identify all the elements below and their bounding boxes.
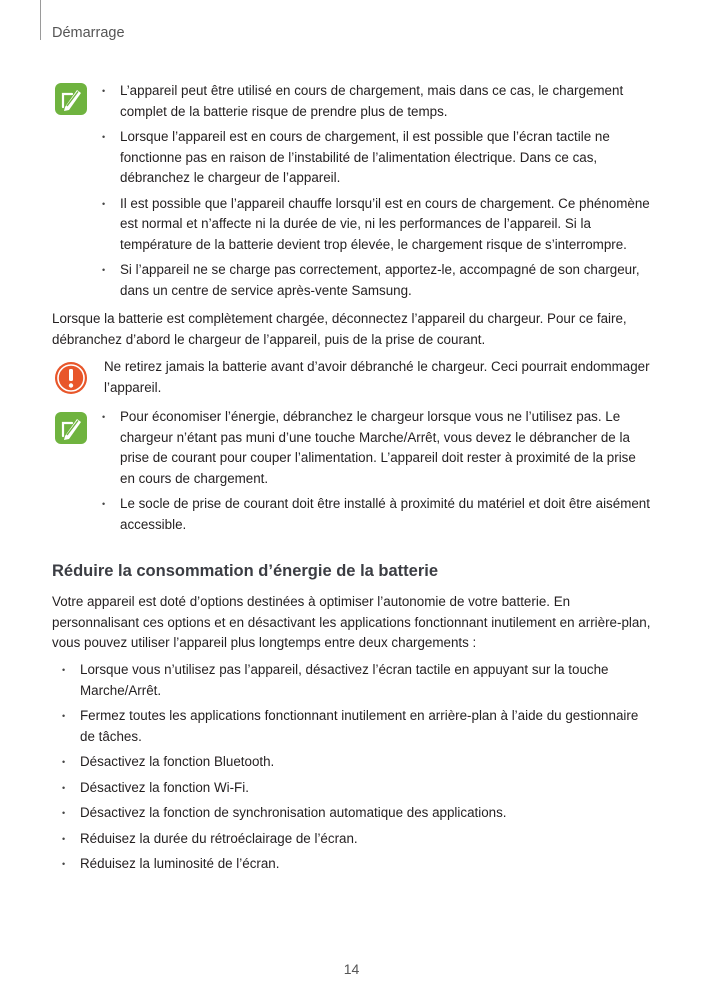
list-item: • Lorsque vous n’utilisez pas l’appareil, désactivez l’écran tactile en appuyant sur la touche Marche/Arrêt. [62,660,654,701]
warning-text: Ne retirez jamais la batterie avant d’avoir débranché le chargeur. Ceci pourrait endommager l’appareil. [104,359,650,395]
list-item: • Réduisez la durée du rétroéclairage de l’écran. [62,829,654,850]
list-item: • Pour économiser l’énergie, débranchez le chargeur lorsque vous ne l’utilisez pas. Le chargeur n’étant pas muni d’une touche Marche/Arrêt, vous devez le débrancher de la prise de courant pour couper l’alimentation. L’appareil doit rester à proximité de la prise en cours de chargement. [102,407,654,489]
note-pencil-icon [54,82,88,116]
warning-icon [54,361,88,395]
list-item: • Désactivez la fonction Bluetooth. [62,752,654,773]
list-item: • Si l’appareil ne se charge pas correctement, apportez-le, accompagné de son chargeur, dans un centre de service après-vente Samsung. [102,260,654,301]
list-item: • L’appareil peut être utilisé en cours de chargement, mais dans ce cas, le chargement complet de la batterie risque de prendre plus de temps. [102,81,654,122]
list-item: • Désactivez la fonction de synchronisation automatique des applications. [62,803,654,824]
list-item: • Lorsque l’appareil est en cours de chargement, il est possible que l’écran tactile ne fonctionne pas en raison de l’instabilité de l’alimentation électrique. Dans ce cas, débranchez le chargeur de l’appareil. [102,127,654,189]
list-item: • Fermez toutes les applications fonctionnant inutilement en arrière-plan à l’aide du gestionnaire de tâches. [62,706,654,747]
margin-rule [40,0,41,40]
section-intro: Votre appareil est doté d’options destinées à optimiser l’autonomie de votre batterie. En personnalisant ces options et en désactivant les applications fonctionnant inutilement en arrière-plan, vous pouvez utiliser l’appareil plus longtemps entre deux chargements : [52,594,651,650]
note-pencil-icon [54,411,88,445]
list-item: • Désactivez la fonction Wi-Fi. [62,778,654,799]
note-list-1 [102,81,654,306]
battery-tips-list [62,660,654,880]
page-number: 14 [343,961,360,977]
list-item: • Il est possible que l’appareil chauffe lorsqu’il est en cours de chargement. Ce phénomène est normal et n’affecte ni la durée de vie, ni les performances de l’appareil. Si la température de la batterie devient trop élevée, le chargement risque de s’interrompre. [102,194,654,256]
section-heading: Réduire la consommation d’énergie de la batterie [52,562,439,580]
section-label: Démarrage [52,25,125,41]
list-item: • Réduisez la luminosité de l’écran. [62,854,654,875]
note-list-2 [102,407,654,540]
list-item: • Le socle de prise de courant doit être installé à proximité du matériel et doit être aisément accessible. [102,494,654,535]
paragraph-unplug: Lorsque la batterie est complètement chargée, déconnectez l’appareil du chargeur. Pour ce faire, débranchez d’abord le chargeur de l’appareil, puis de la prise de courant. [52,311,627,347]
